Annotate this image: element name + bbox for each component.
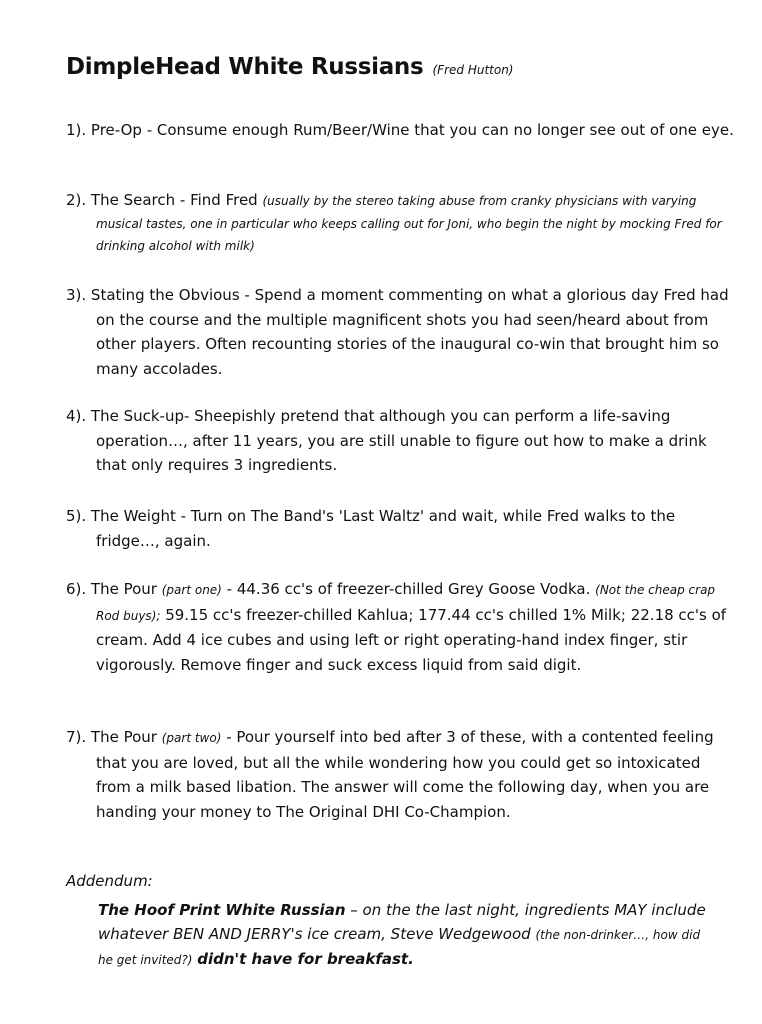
title-line: [66, 54, 513, 80]
step-note: (usually by the stereo taking abuse from cranky physicians with varying musical tastes, one in particular who keeps calling out for Joni, who begin the night by mocking Fred for drinking alcohol with milk): [96, 194, 722, 253]
step-lead: 7). The Pour: [66, 728, 157, 746]
step-rest: 59.15 cc's freezer-chilled Kahlua; 177.44 cc's chilled 1% Milk; 22.18 cc's of cream. Add 4 ice cubes and using left or right operating-hand index finger, stir vigorously. Remove finger and suck excess liquid from said digit.: [96, 605, 727, 674]
step-7: [66, 725, 736, 824]
step-note: (Not the cheap crap Rod buys);: [96, 583, 716, 623]
step-5: [66, 504, 736, 553]
step-text: 2). The Search - Find Fred: [66, 191, 258, 209]
step-1: [66, 118, 736, 143]
step-lead: 6). The Pour: [66, 580, 157, 598]
step-text: - Pour yourself into bed after 3 of these, with a contented feeling that you are loved, but all the while wondering how you could get so intoxicated from a milk based libation. The answer will come the following day, when you are handing your money to The Original DHI Co-Champion.: [96, 728, 714, 821]
step-text: - 44.36 cc's of freezer-chilled Grey Goose Vodka.: [226, 580, 591, 598]
step-text: 1). Pre-Op - Consume enough Rum/Beer/Wine that you can no longer see out of one eye.: [66, 121, 734, 139]
addendum-text: – on the the last night, ingredients MAY include whatever BEN AND JERRY's ice cream, Steve Wedgewood: [98, 901, 706, 943]
step-lead-note: (part one): [161, 583, 222, 597]
step-text: 4). The Suck-up- Sheepishly pretend that although you can perform a life-saving operation…, after 11 years, you are still unable to figure out how to make a drink that only requires 3 ingredients.: [66, 407, 707, 474]
addendum-label: Addendum:: [66, 872, 153, 890]
author: (Fred Hutton): [432, 63, 514, 77]
addendum-end: didn't have for breakfast.: [197, 950, 414, 968]
addendum-note: (the non-drinker…, how did he get invited?): [98, 928, 701, 967]
step-6: [66, 577, 736, 677]
addendum-heading: The Hoof Print White Russian: [98, 901, 346, 919]
step-4: [66, 404, 736, 478]
step-text: 5). The Weight - Turn on The Band's 'Last Waltz' and wait, while Fred walks to the fridge…, again.: [66, 507, 676, 550]
step-lead-note: (part two): [161, 731, 222, 745]
step-3: [66, 283, 736, 381]
page-title: DimpleHead White Russians: [66, 54, 424, 80]
addendum: [98, 898, 710, 972]
step-text: 3). Stating the Obvious - Spend a moment commenting on what a glorious day Fred had on the course and the multiple magnificent shots you had seen/heard about from other players. Often recounting stories of the inaugural co-win that brought him so many accolades.: [66, 286, 729, 378]
step-2: [66, 190, 736, 258]
